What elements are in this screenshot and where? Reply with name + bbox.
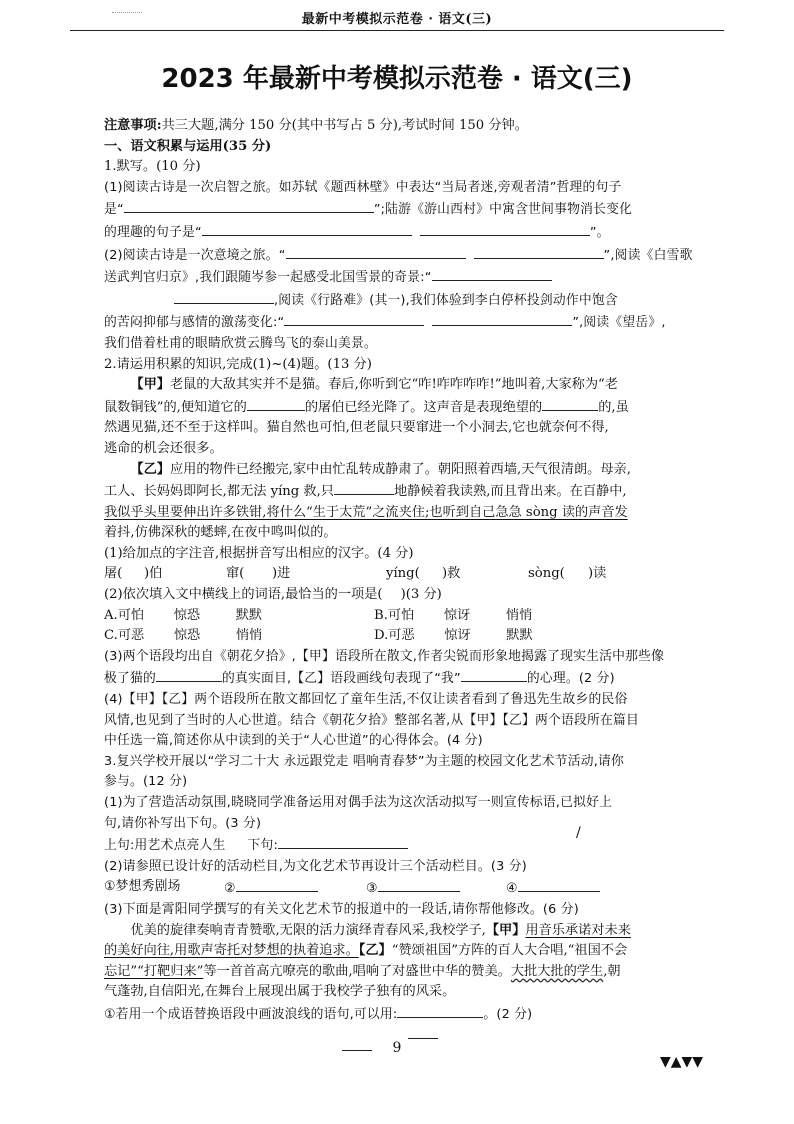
option-word: 默默 <box>235 607 263 623</box>
passage-label: 【甲】 <box>130 377 170 393</box>
q2-sub4-line: 风情,也见到了当时的人心世道。结合《朝花夕拾》整部名著,从【甲】【乙】两个语段所在篇目 <box>104 712 640 728</box>
q3-sub2: (2)请参照已设计好的活动栏目,为文化艺术节再设计三个活动栏目。(3 分) <box>104 858 527 874</box>
passage-label: 【乙】 <box>130 461 170 477</box>
text: ③ <box>366 881 378 897</box>
pinyin-item: 屠( <box>104 566 123 582</box>
text: ,阅读《行路难》(其一),我们体验到李白停杯投剑动作中饱含 <box>274 292 618 308</box>
text: ④ <box>506 881 518 897</box>
corner-stamp: ▼▲▼▼ <box>660 1054 704 1070</box>
pinyin-item: )读 <box>588 566 607 582</box>
text: ”。 <box>589 224 610 240</box>
q1-line <box>104 244 728 267</box>
text: 的美好向往,用歌声寄托对梦想的执着追求。 <box>104 943 359 959</box>
answer-blank[interactable] <box>432 311 572 326</box>
column-row <box>104 877 728 900</box>
answer-blank[interactable] <box>461 667 527 682</box>
text: ② <box>224 881 236 897</box>
text: “赞颂祖国”方阵的百人大合唱,“祖国不会 <box>391 943 628 959</box>
passage-line: 我似乎头里要伸出许多铁钳,将什么“生于太荒”之流夹住;也听到自己急急 sòng 读的声音发 <box>104 504 628 520</box>
answer-blank[interactable] <box>432 266 552 281</box>
mark: 【乙】 <box>358 943 392 959</box>
pinyin-item: sòng( <box>528 566 565 582</box>
q1-stem: 1.默写。(10 分) <box>104 159 201 175</box>
pinyin-row <box>104 564 728 585</box>
passage-line: 逃命的机会还很多。 <box>104 440 223 456</box>
option-row <box>104 606 728 627</box>
upper-line-label: 上句:用艺术点亮人生 <box>104 838 226 854</box>
q1-line: 我们借着杜甫的眼睛欣赏云腾鸟飞的泰山美景。 <box>104 335 377 351</box>
passage-line <box>104 480 728 503</box>
text: 的真实面目,【乙】语段画线句表现了“我” <box>222 671 461 687</box>
option-word: 悄悄 <box>235 628 263 644</box>
q1-line <box>104 266 728 289</box>
lower-line-label: 下句: <box>247 838 278 854</box>
pinyin-item: yíng( <box>386 566 420 582</box>
column-item: ①梦想秀剧场 <box>104 879 181 895</box>
answer-blank[interactable] <box>156 667 222 682</box>
option-word: 惊恐 <box>173 607 201 623</box>
q2-sub4: (4)【甲】【乙】两个语段所在散文都回忆了童年生活,不仅让读者看到了鲁迅先生故乡的民俗 <box>104 692 628 708</box>
footer-rule <box>342 1050 372 1051</box>
q1-line: (1)阅读古诗是一次启智之旅。如苏轼《题西林壁》中表达“当局者迷,旁观者清”哲理的句子 <box>104 179 622 195</box>
text: 优美的旋律奏响青青赞歌,无限的活力演绎青春风采,我校学子, <box>130 922 486 938</box>
stray-mark: / <box>576 825 581 841</box>
answer-blank[interactable] <box>124 198 374 213</box>
column-item <box>366 877 506 900</box>
q3-stem: 3.复兴学校开展以“学习二十大 永远跟党走 唱响青春梦”为主题的校园文化艺术节活动,请你 <box>104 753 624 769</box>
q2-sub1: (1)给加点的字注音,根据拼音写出相应的汉字。(4 分) <box>104 545 414 561</box>
text: 。(2 分) <box>483 1006 533 1022</box>
option-word: 可怕 <box>387 607 415 623</box>
option-key: B. <box>374 607 388 623</box>
answer-blank[interactable] <box>284 311 424 326</box>
option-word: 惊讶 <box>443 607 471 623</box>
text: 的理趣的句子是“ <box>104 224 202 240</box>
answer-blank[interactable] <box>397 1003 483 1018</box>
text: )(3 分) <box>400 587 442 603</box>
option-b[interactable] <box>374 606 532 627</box>
q3-stem-line: 参与。(12 分) <box>104 774 188 790</box>
q2-sub3-line <box>104 667 728 690</box>
option-d[interactable] <box>374 626 533 647</box>
report-line <box>104 921 728 942</box>
text: 送武判官归京》,我们跟随岑参一起感受北国雪景的奇景:“ <box>104 270 432 286</box>
option-word: 可恶 <box>388 628 415 644</box>
q3-sub1: (1)为了营造活动氛围,晓晓同学准备运用对偶手法为这次活动拟写一则宣传标语,已拟好上 <box>104 795 613 810</box>
answer-blank[interactable] <box>202 221 412 236</box>
option-key: A. <box>104 607 118 623</box>
answer-blank[interactable] <box>542 396 598 411</box>
report-line <box>104 941 728 962</box>
answer-blank[interactable] <box>334 480 394 495</box>
pinyin-item: 窜( <box>226 566 245 582</box>
text: 等一首首高亢嘹亮的歌曲,唱响了对盛世中华的赞美。 <box>203 963 511 979</box>
text: 极了猫的 <box>104 671 156 687</box>
option-word: 悄悄 <box>505 607 533 623</box>
option-key: C. <box>104 628 118 644</box>
answer-blank[interactable] <box>286 244 466 259</box>
report-line <box>104 962 728 983</box>
option-word: 可恶 <box>117 628 145 644</box>
passage-line: 着抖,仿佛深秋的蟋蟀,在夜中鸣叫似的。 <box>104 525 337 541</box>
notice-label: 注意事项: <box>104 118 162 133</box>
answer-blank[interactable] <box>236 877 318 892</box>
text: 忘记”“打靶归来” <box>104 963 204 979</box>
footer-rule <box>408 1038 438 1039</box>
text: ”,阅读《白雪歌 <box>603 247 693 263</box>
q3-subq1 <box>104 1003 728 1026</box>
pinyin-item: )伯 <box>144 566 163 582</box>
option-word: 惊讶 <box>444 628 471 644</box>
answer-blank[interactable] <box>518 877 600 892</box>
q2-sub4-line: 中任选一篇,简述你从中读到的关于“人心世道”的心得体会。(4 分) <box>104 733 483 749</box>
page-title: 2023 年最新中考模拟示范卷 · 语文(三) <box>161 64 633 94</box>
q2-sub2 <box>104 585 728 606</box>
text: 地静候着我读熟,而且背出来。在百静中, <box>394 484 627 500</box>
q3-sub1-line: 句,请你补写出下句。(3 分) <box>104 815 262 831</box>
running-header: 最新中考模拟示范卷 · 语文(三) <box>301 12 493 27</box>
passage-line: 然遇见猫,还不至于这样叫。猫自然也可怕,但老鼠只要窜进一个小洞去,它也就奈何不得, <box>104 420 609 436</box>
passage-line <box>104 396 728 419</box>
q2-sub3: (3)两个语段均出自《朝花夕拾》,【甲】语段所在散文,作者尖锐而形象地揭露了现实生活中那些像 <box>104 648 665 664</box>
passage-yi <box>104 460 728 481</box>
text: 的,虽 <box>598 399 629 415</box>
text: ①若用一个成语替换语段中画波浪线的语句,可以用: <box>104 1006 398 1022</box>
text: ”,阅读《望岳》, <box>572 315 666 331</box>
q3-sub3: (3)下面是霄阳同学撰写的有关文化艺术节的报道中的一段话,请你帮他修改。(6 分) <box>104 901 579 917</box>
text: (2)依次填入文中横线上的词语,最恰当的一项是( <box>104 587 383 603</box>
text: 的苦闷抑郁与感情的激荡变化:“ <box>104 315 285 331</box>
page-number: 9 <box>392 1040 402 1056</box>
answer-blank[interactable] <box>278 834 408 849</box>
answer-blank[interactable] <box>474 244 604 259</box>
option-key: D. <box>374 628 389 644</box>
text: ,朝 <box>603 963 621 979</box>
answer-blank[interactable] <box>174 289 274 304</box>
q1-line <box>104 311 728 334</box>
answer-blank[interactable] <box>378 877 460 892</box>
answer-blank[interactable] <box>420 221 590 236</box>
mark: 【甲】 <box>485 922 526 938</box>
text: ”;陆游《游山西村》中寓含世间事物消长变化 <box>373 202 633 218</box>
pinyin-item: )救 <box>442 566 461 582</box>
text: 工人、长妈妈即阿长,都无法 yíng 救,只 <box>104 484 334 500</box>
text: 的屠伯已经光降了。这声音是表现绝望的 <box>304 399 543 415</box>
passage-jia <box>104 375 728 396</box>
notice <box>104 116 728 137</box>
q1-line <box>104 289 728 312</box>
option-word: 可怕 <box>117 607 145 623</box>
text: 是“ <box>104 202 124 218</box>
pinyin-item: )进 <box>272 566 291 582</box>
column-item <box>224 877 366 900</box>
option-row <box>104 626 728 647</box>
text: 老鼠的大敌其实并不是猫。春后,你听到它“咋!咋咋咋咋!”地叫着,大家称为“老 <box>169 377 618 393</box>
report-line: 气蓬勃,自信阳光,在舞台上展现出属于我校学子独有的风采。 <box>104 984 456 1000</box>
section-heading: 一、语文积累与运用(35 分) <box>104 138 272 154</box>
q1-line <box>104 221 728 244</box>
q2-stem: 2.请运用积累的知识,完成(1)~(4)题。(13 分) <box>104 356 372 372</box>
option-c[interactable] <box>104 626 374 647</box>
option-word: 惊恐 <box>173 628 201 644</box>
column-item <box>506 877 600 900</box>
header-rule <box>70 30 724 31</box>
wavy-underline-text: 大批大批的学生 <box>510 963 604 979</box>
text: 应用的物件已经搬完,家中由忙乱转成静肃了。朝阳照着西墙,天气很清朗。母亲, <box>169 461 631 477</box>
text: 的心理。(2 分) <box>526 671 615 687</box>
q1-line <box>104 198 728 221</box>
text: 鼠数铜钱”的,便知道它的 <box>104 399 247 415</box>
option-word: 默默 <box>506 628 533 644</box>
text: 用音乐承诺对未来 <box>525 922 631 938</box>
answer-blank[interactable] <box>247 396 305 411</box>
notice-text: 共三大题,满分 150 分(其中书写占 5 分),考试时间 150 分钟。 <box>161 118 528 133</box>
exam-content <box>104 116 728 1026</box>
couplet-row <box>104 834 728 857</box>
text: (2)阅读古诗是一次意境之旅。“ <box>104 247 286 263</box>
option-a[interactable] <box>104 606 374 627</box>
